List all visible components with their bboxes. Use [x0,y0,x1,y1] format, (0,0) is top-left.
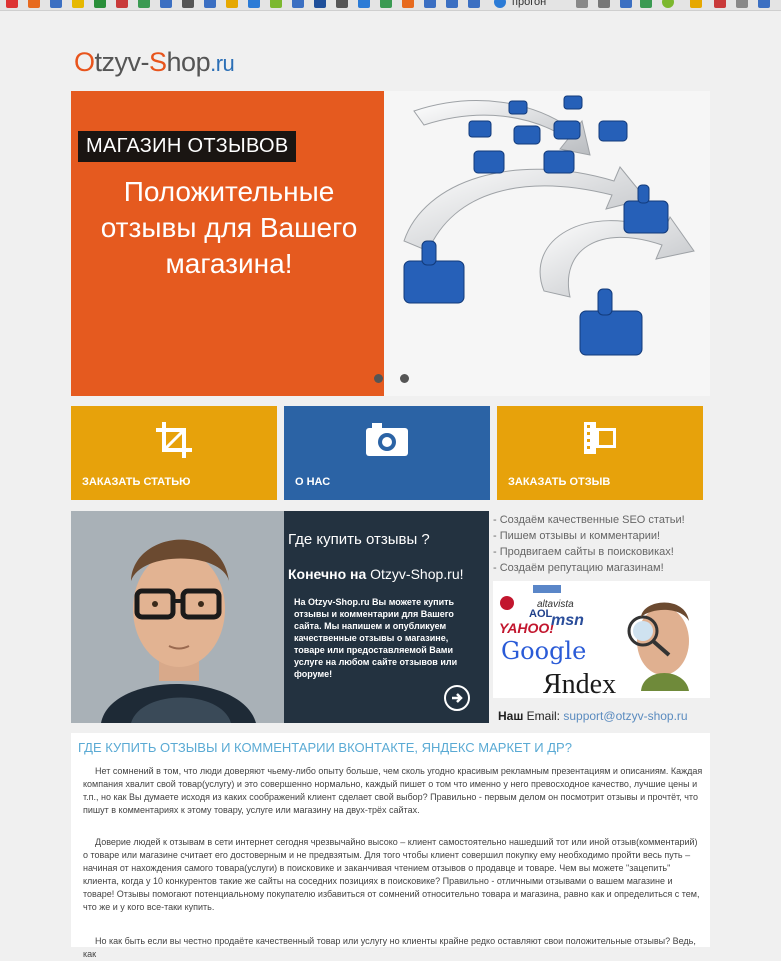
yandex-logo: Яndex [543,669,617,698]
bookmark-icon[interactable] [358,0,370,8]
email-label: Email: [523,709,564,723]
search-engines-illustration [493,581,710,698]
thumbs-up-arrows-image [384,91,710,396]
logo-letter: O [74,47,95,77]
bookmark-icon[interactable] [248,0,260,8]
google-logo: Google [501,637,587,665]
bookmark-icon[interactable] [6,0,18,8]
tile-label: О НАС [295,476,331,488]
bookmark-icon[interactable] [714,0,726,8]
tile-label: ЗАКАЗАТЬ ОТЗЫВ [508,476,611,488]
slide-panel [71,91,384,396]
bookmark-icon[interactable] [424,0,436,8]
services-list [493,512,711,576]
slide-headline: Положительные отзывы для Вашего магазина! [100,176,358,279]
article-title: ГДЕ КУПИТЬ ОТЗЫВЫ И КОММЕНТАРИИ ВКОНТАКТЕ, ЯНДЕКС МАРКЕТ И ДР? [78,740,572,755]
bookmark-icon[interactable] [314,0,326,8]
article-paragraph: Но как быть если вы честно продаёте качественный товар или услугу но клиенты крайне редко оставляют свои положительные отзывы? Ведь, как [83,936,696,959]
yahoo-logo: YAHOO! [499,620,554,636]
subheading-bold: Конечно на [288,566,371,582]
bookmark-icon[interactable] [72,0,84,8]
subheading-site: Otzyv-Shop.ru! [370,566,464,582]
bookmark-icon[interactable] [620,0,632,8]
bookmark-icon[interactable] [50,0,62,8]
bookmark-icon[interactable] [226,0,238,8]
bookmark-icon[interactable] [758,0,770,8]
bookmark-icon[interactable] [292,0,304,8]
arrow-right-icon [446,687,468,709]
tile-about[interactable] [284,406,490,500]
feature-heading: Где купить отзывы ? [288,531,430,548]
email-link[interactable]: support@otzyv-shop.ru [563,709,688,723]
browser-toolbar [0,0,781,11]
bookmark-icon[interactable] [116,0,128,8]
bookmark-icon[interactable] [468,0,480,8]
logo-letter: S [149,47,167,77]
list-item: - Пишем отзывы и комментарии! [493,530,661,542]
tile-label: ЗАКАЗАТЬ СТАТЬЮ [82,476,191,488]
bookmark-icon[interactable] [446,0,458,8]
bookmark-icon[interactable] [270,0,282,8]
contact-email [498,709,688,723]
bookmark-icon[interactable] [204,0,216,8]
slider-dot[interactable] [400,374,409,383]
altavista-logo: altavista [537,599,574,610]
logo-text: hop [166,47,211,77]
feature-block [71,511,489,723]
search-icon[interactable] [576,0,588,8]
bookmark-icon[interactable] [736,0,748,8]
bookmark-icon[interactable] [336,0,348,8]
bookmark-icon[interactable] [690,0,702,8]
logo-text: tzyv- [94,47,150,77]
slider-dot[interactable] [374,374,383,383]
contact-label: Наш [498,709,524,723]
list-item: - Создаём репутацию магазинам! [493,562,664,574]
bookmark-icon[interactable] [182,0,194,8]
bookmark-icon[interactable] [640,0,652,8]
list-item: - Продвигаем сайты в поисковиках! [493,546,674,558]
bookmark-icon[interactable] [28,0,40,8]
tile-order-article[interactable] [71,406,277,500]
article [71,733,710,959]
crop-icon [154,420,194,460]
person-photo [71,511,284,723]
man-with-glasses-image [71,511,284,723]
bookmark-icon[interactable] [138,0,150,8]
bookmark-icon[interactable] [402,0,414,8]
tile-order-review[interactable] [497,406,703,500]
film-icon [580,420,620,456]
next-button[interactable] [444,685,470,711]
slide-badge: МАГАЗИН ОТЗЫВОВ [78,131,296,162]
msn-logo: msn [551,612,584,629]
camera-icon [364,420,410,458]
slide-image [384,91,710,396]
logo-domain: .ru [210,51,235,76]
bookmark-icon[interactable] [160,0,172,8]
aol-logo: AOL [529,608,553,620]
hero-slider [71,91,710,396]
list-item: - Создаём качественные SEO статьи! [493,514,685,526]
search-engines-image [493,581,710,698]
article-paragraph: Нет сомнений в том, что люди доверяют чьему-либо опыту больше, чем сколь угодно красивым рекламным презентациям и описаниям. Каждая компания хвалит свой товар(услугу) и это совершенно нормально, каждый пишет о том что именно у него превосходное качество, лучшие цены и т.п., но как Вы думаете исходя из каких соображений клиент сделает свой выбор? Правильно - первым делом он посмотрит отзывы и прочтёт, что пишут в комментариях к этому товару, услуге или магазину на двух-трёх сайтах. [83,766,703,815]
bookmark-icon[interactable] [380,0,392,8]
feature-paragraph: На Otzyv-Shop.ru Вы можете купить отзывы и комментарии для Вашего сайта. Мы напишем и опубликуем качественные отзывы о магазине, товаре или предоставляемой Вами услуге на любом сайте отзывов или форуме! [294,597,458,679]
bookmark-icon[interactable] [94,0,106,8]
bookmark-icon[interactable] [662,0,674,8]
info-box [284,511,489,723]
bookmark-icon[interactable] [598,0,610,8]
toolbar-label[interactable]: прогон [512,0,547,8]
article-paragraph: Доверие людей к отзывам в сети интернет сегодня чрезвычайно высоко – клиент самостоятельно нашедший тот или иной отзыв(комментарий) о товаре или магазине считает его достоверным и не предвзятым. Для того чтобы клиент совершил покупку ему необходимо пройти весь путь – начиная от нахождения самого товара(услуги) в поисковике и заканчивая чтением отзывов о продавце и товаре. Чем вы можете "зацепить" клиента, когда у 10 конкурентов такие же сайты на соседних позициях в поисковике? Правильно - отличными отзывами о вашем магазине и товаре! Отзывы помогают потенциальному покупателю избавиться от сомнений относительно товара и магазина, равно как и определиться с тем, что же и у кого все-таки купить. [83,837,700,912]
feature-subheading [288,566,464,582]
sync-icon[interactable] [494,0,506,8]
site-logo[interactable] [74,47,234,78]
